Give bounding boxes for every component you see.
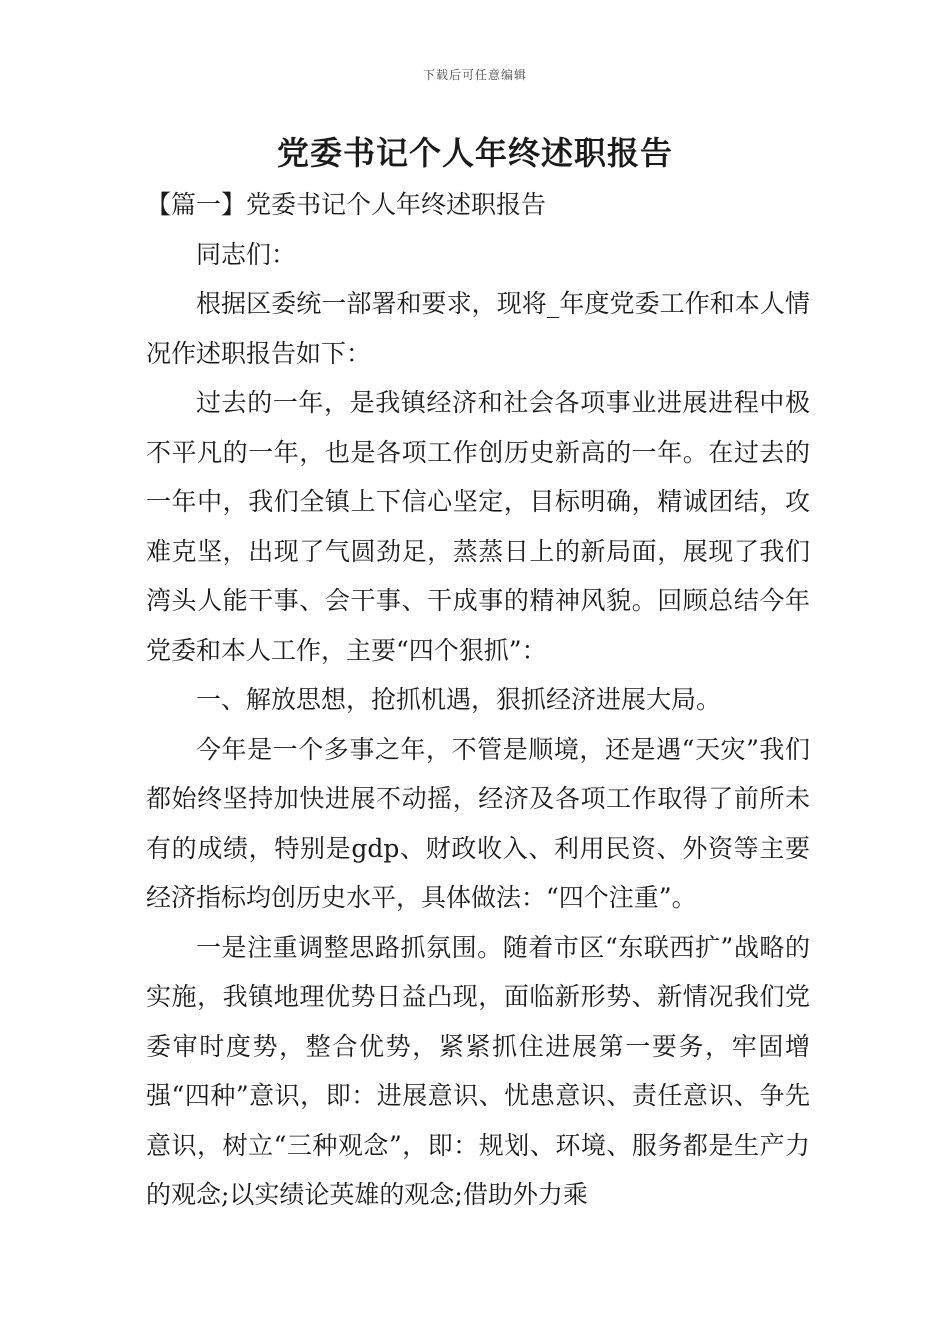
paragraph-review: 过去的一年，是我镇经济和社会各项事业进展进程中极不平凡的一年，也是各项工作创历史新高的一年。在过去的一年中，我们全镇上下信心坚定，目标明确，精诚团结，攻难克坚，出现了气圆劲足，蒸蒸日上的新局面，展现了我们湾头人能干事、会干事、干成事的精神风貌。回顾总结今年党委和本人工作，主要“四个狠抓”： — [146, 388, 810, 665]
paragraph-point-one: 一是注重调整思路抓氛围。随着市区“东联西扩”战略的实施，我镇地理优势日益凸现，面临新形势、新情况我们党委审时度势，整合优势，紧紧抓住进展第一要务，牢固增强“四种”意识，即：进展意识、忧患意识、责任意识、争先意识，树立“三种观念”，即：规划、环境、服务都是生产力的观念;以实绩论英雄的观念;借助外力乘 — [146, 932, 810, 1209]
paragraph-achievements: 今年是一个多事之年，不管是顺境，还是遇“天灾”我们都始终坚持加快进展不动摇，经济及各项工作取得了前所未有的成绩，特别是gdp、财政收入、利用民资、外资等主要经济指标均创历史水平，具体做法：“四个注重”。 — [146, 734, 810, 912]
paragraph-intro: 根据区委统一部署和要求，现将_年度党委工作和本人情况作述职报告如下： — [146, 289, 810, 368]
page-title: 党委书记个人年终述职报告 — [276, 134, 673, 172]
section-heading: 【篇一】党委书记个人年终述职报告 — [146, 190, 547, 219]
header-note: 下载后可任意编辑 — [422, 68, 527, 82]
document-body — [146, 180, 810, 1220]
paragraph-section-one-heading: 一、解放思想，抢抓机遇，狠抓经济进展大局。 — [196, 685, 722, 714]
paragraph-salutation: 同志们： — [196, 239, 297, 269]
